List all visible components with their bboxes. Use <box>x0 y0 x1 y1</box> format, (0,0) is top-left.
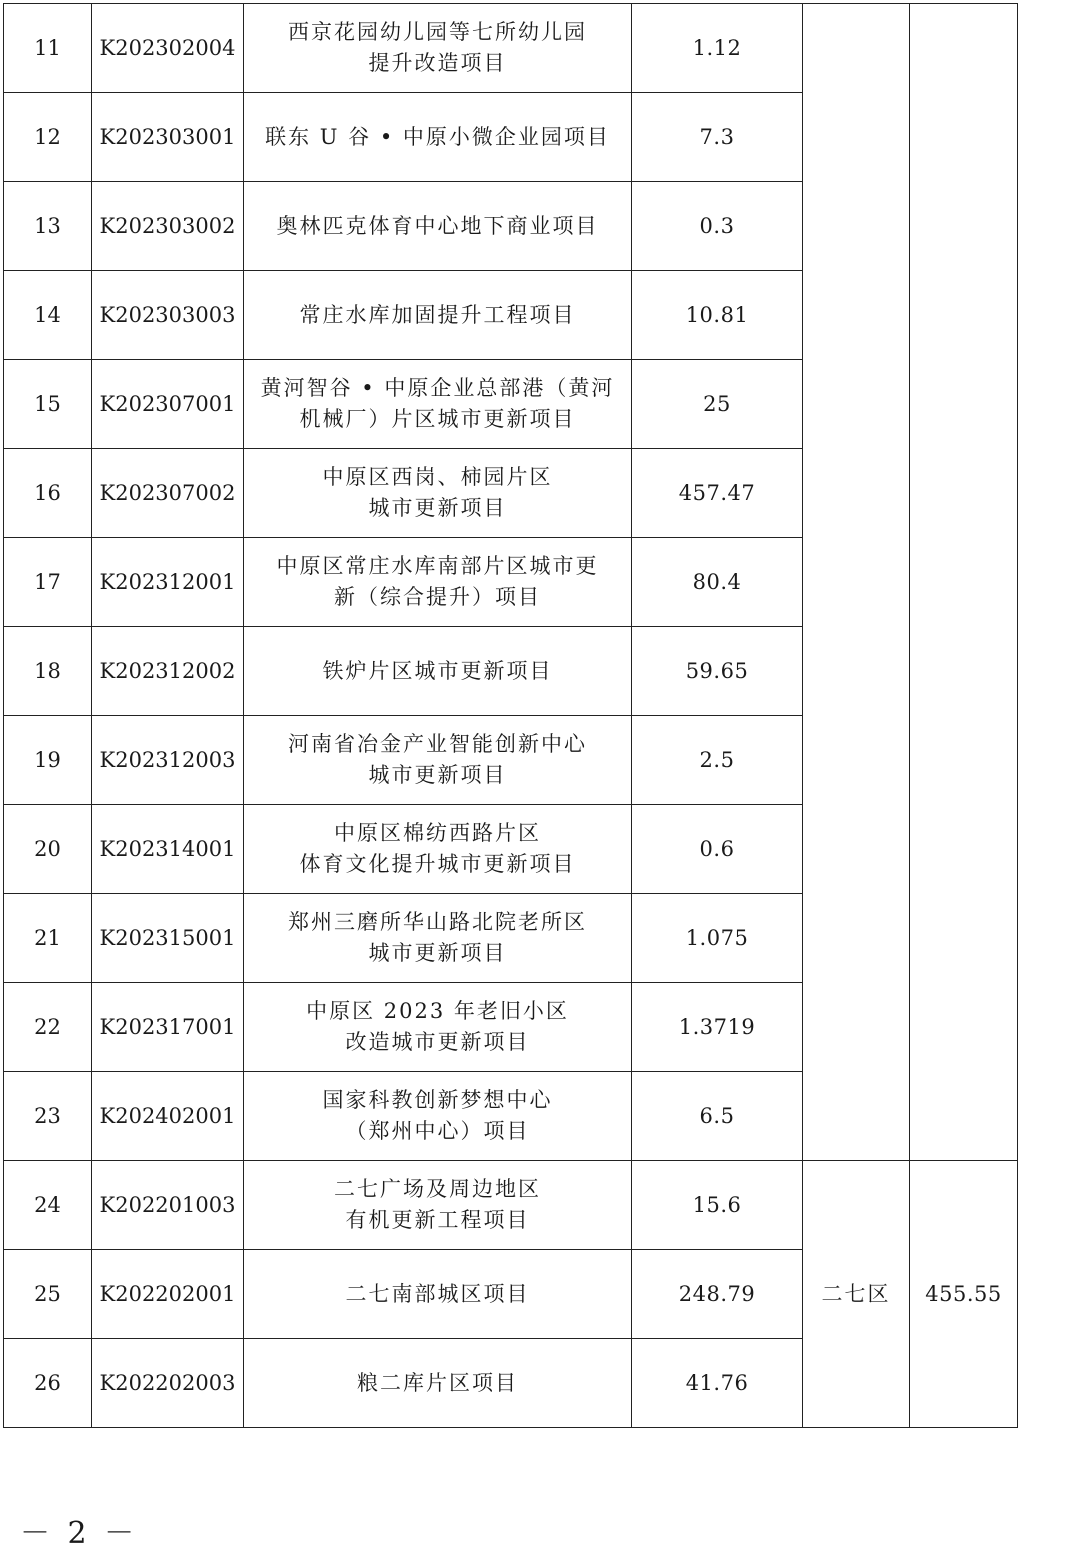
row-number: 22 <box>4 983 92 1072</box>
project-name-line: 城市更新项目 <box>368 763 507 787</box>
project-code: K202402001 <box>92 1072 244 1161</box>
project-name-line: 郑州三磨所华山路北院老所区 <box>288 910 587 934</box>
table-row <box>4 4 1018 93</box>
project-name <box>244 360 632 449</box>
project-code: K202303002 <box>92 182 244 271</box>
project-name-line: 二七广场及周边地区 <box>334 1177 541 1201</box>
investment-amount: 457.47 <box>632 449 803 538</box>
project-code: K202302004 <box>92 4 244 93</box>
district-name: 二七区 <box>803 1161 910 1428</box>
row-number: 20 <box>4 805 92 894</box>
project-name-line: 二七南部城区项目 <box>345 1281 530 1306</box>
project-name-line: 联东 U 谷 • 中原小微企业园项目 <box>265 124 610 149</box>
row-number: 23 <box>4 1072 92 1161</box>
project-table <box>3 3 1018 1428</box>
project-name <box>244 4 632 93</box>
row-number: 14 <box>4 271 92 360</box>
project-name-line: 河南省冶金产业智能创新中心 <box>288 732 587 756</box>
project-name <box>244 1161 632 1250</box>
project-name <box>244 894 632 983</box>
project-code: K202312003 <box>92 716 244 805</box>
table-row <box>4 1161 1018 1250</box>
project-name-line: 粮二库片区项目 <box>357 1370 518 1395</box>
row-number: 17 <box>4 538 92 627</box>
project-name <box>244 93 632 182</box>
district-name <box>803 4 910 1161</box>
project-name-line: 黄河智谷 • 中原企业总部港（黄河 <box>260 376 615 400</box>
project-name <box>244 449 632 538</box>
investment-amount: 1.12 <box>632 4 803 93</box>
project-code: K202303003 <box>92 271 244 360</box>
project-name-line: 城市更新项目 <box>368 496 507 520</box>
project-name <box>244 1339 632 1428</box>
investment-amount: 41.76 <box>632 1339 803 1428</box>
project-code: K202314001 <box>92 805 244 894</box>
project-name <box>244 716 632 805</box>
project-name-line: 国家科教创新梦想中心 <box>322 1088 553 1112</box>
project-code: K202312002 <box>92 627 244 716</box>
project-code: K202317001 <box>92 983 244 1072</box>
investment-amount: 1.075 <box>632 894 803 983</box>
investment-amount: 10.81 <box>632 271 803 360</box>
investment-amount: 0.6 <box>632 805 803 894</box>
project-name-line: 常庄水库加固提升工程项目 <box>299 302 576 327</box>
project-name <box>244 627 632 716</box>
project-name-line: 中原区常庄水库南部片区城市更 <box>276 554 599 578</box>
project-name-line: 改造城市更新项目 <box>345 1030 530 1054</box>
row-number: 25 <box>4 1250 92 1339</box>
project-name-line: 提升改造项目 <box>368 51 507 75</box>
row-number: 11 <box>4 4 92 93</box>
project-name-line: 中原区西岗、柿园片区 <box>322 465 553 489</box>
row-number: 19 <box>4 716 92 805</box>
row-number: 13 <box>4 182 92 271</box>
project-name-line: 新（综合提升）项目 <box>334 585 541 609</box>
project-name-line: 西京花园幼儿园等七所幼儿园 <box>288 20 587 44</box>
row-number: 18 <box>4 627 92 716</box>
investment-amount: 0.3 <box>632 182 803 271</box>
project-code: K202303001 <box>92 93 244 182</box>
project-name-line: 城市更新项目 <box>368 941 507 965</box>
district-total: 455.55 <box>910 1161 1018 1428</box>
project-name <box>244 182 632 271</box>
project-name <box>244 271 632 360</box>
project-code: K202201003 <box>92 1161 244 1250</box>
investment-amount: 7.3 <box>632 93 803 182</box>
investment-amount: 1.3719 <box>632 983 803 1072</box>
row-number: 24 <box>4 1161 92 1250</box>
project-name-line: 有机更新工程项目 <box>345 1208 530 1232</box>
project-code: K202315001 <box>92 894 244 983</box>
project-code: K202307001 <box>92 360 244 449</box>
investment-amount: 248.79 <box>632 1250 803 1339</box>
project-name-line: 体育文化提升城市更新项目 <box>299 852 576 876</box>
project-name <box>244 538 632 627</box>
project-name <box>244 1072 632 1161</box>
project-name-line: （郑州中心）项目 <box>345 1119 530 1143</box>
project-name <box>244 1250 632 1339</box>
investment-amount: 25 <box>632 360 803 449</box>
investment-amount: 59.65 <box>632 627 803 716</box>
district-total <box>910 4 1018 1161</box>
page-number: － 2 － <box>20 1516 139 1551</box>
project-name-line: 中原区棉纺西路片区 <box>334 821 541 845</box>
investment-amount: 80.4 <box>632 538 803 627</box>
row-number: 26 <box>4 1339 92 1428</box>
project-name-line: 铁炉片区城市更新项目 <box>322 658 553 683</box>
project-name <box>244 805 632 894</box>
row-number: 15 <box>4 360 92 449</box>
project-code: K202312001 <box>92 538 244 627</box>
investment-amount: 2.5 <box>632 716 803 805</box>
row-number: 21 <box>4 894 92 983</box>
project-code: K202307002 <box>92 449 244 538</box>
investment-amount: 15.6 <box>632 1161 803 1250</box>
row-number: 12 <box>4 93 92 182</box>
project-name <box>244 983 632 1072</box>
investment-amount: 6.5 <box>632 1072 803 1161</box>
row-number: 16 <box>4 449 92 538</box>
project-name-line: 中原区 2023 年老旧小区 <box>306 999 569 1023</box>
project-name-line: 奥林匹克体育中心地下商业项目 <box>276 213 599 238</box>
project-code: K202202001 <box>92 1250 244 1339</box>
project-name-line: 机械厂）片区城市更新项目 <box>299 407 576 431</box>
project-code: K202202003 <box>92 1339 244 1428</box>
